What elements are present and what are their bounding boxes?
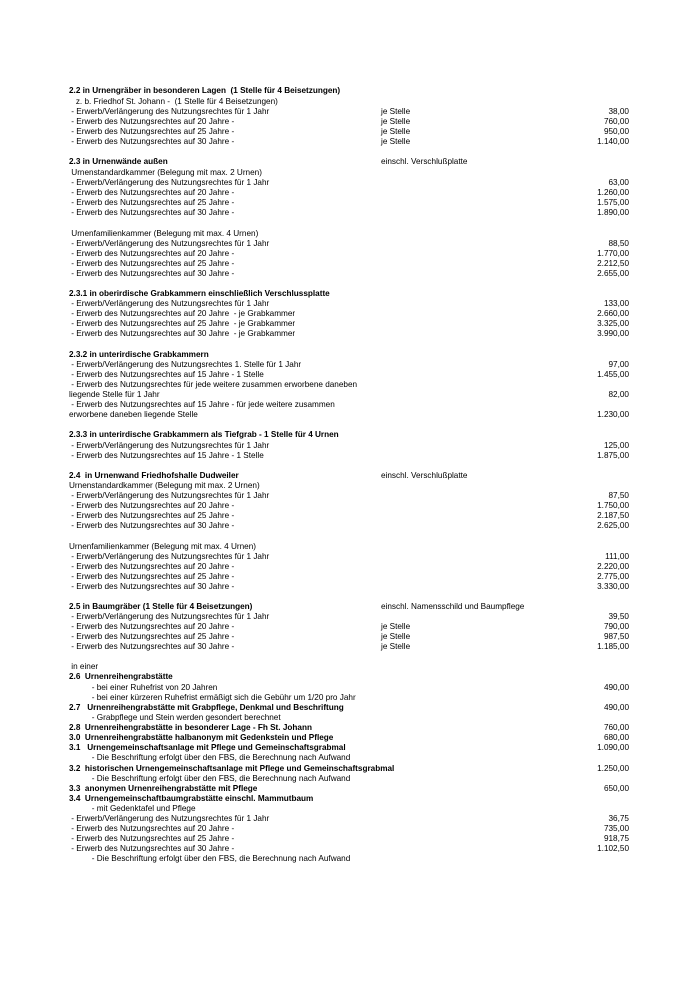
fee-amount: 2.625,00	[597, 521, 629, 530]
fee-amount: 1.102,50	[597, 844, 629, 853]
section-heading: 2.5 in Baumgräber (1 Stelle für 4 Beisetzungen)	[69, 602, 253, 611]
fee-note: je Stelle	[381, 622, 411, 631]
fee-amount: 760,00	[603, 117, 629, 126]
fee-amount: 735,00	[603, 824, 629, 833]
fee-note: je Stelle	[381, 137, 411, 146]
fee-note: je Stelle	[381, 642, 411, 651]
fee-description: - Erwerb des Nutzungsrechtes auf 20 Jahre -	[69, 117, 235, 126]
fee-row	[0, 671, 700, 682]
fee-description: liegende Stelle für 1 Jahr	[69, 390, 160, 399]
fee-amount: 1.875,00	[597, 451, 629, 460]
fee-description: - Erwerb des Nutzungsrechtes auf 25 Jahre -	[69, 572, 235, 581]
fee-amount: 2.212,50	[597, 259, 629, 268]
fee-row	[0, 328, 700, 339]
fee-amount: 1.575,00	[597, 198, 629, 207]
fee-description: - Erwerb des Nutzungsrechtes auf 20 Jahre -	[69, 188, 235, 197]
fee-amount: 1.260,00	[597, 188, 629, 197]
fee-amount: 3.330,00	[597, 582, 629, 591]
fee-description: - bei einer Ruhefrist von 20 Jahren	[69, 683, 218, 692]
section-heading: 2.3.1 in oberirdische Grabkammern einschließlich Verschlussplatte	[69, 289, 330, 298]
fee-note: je Stelle	[381, 632, 411, 641]
fee-amount: 918,75	[603, 834, 629, 843]
fee-note: einschl. Verschlußplatte	[381, 157, 468, 166]
fee-note: je Stelle	[381, 107, 411, 116]
fee-description: - Erwerb des Nutzungsrechtes auf 15 Jahre - für jede weitere zusammen	[69, 400, 335, 409]
fee-amount: 1.890,00	[597, 208, 629, 217]
fee-description: erworbene daneben liegende Stelle	[69, 410, 198, 419]
fee-note: je Stelle	[381, 117, 411, 126]
fee-description: - Erwerb/Verlängerung des Nutzungsrechtes für 1 Jahr	[69, 178, 270, 187]
fee-description: - Erwerb des Nutzungsrechtes auf 30 Jahre -	[69, 521, 235, 530]
fee-description: - Erwerb des Nutzungsrechtes auf 30 Jahre -	[69, 844, 235, 853]
fee-description: Urnenfamilienkammer (Belegung mit max. 4 Urnen)	[69, 229, 259, 238]
fee-description: - Erwerb/Verlängerung des Nutzungsrechtes für 1 Jahr	[69, 612, 270, 621]
section-heading: 3.1 Urnengemeinschaftsanlage mit Pflege und Gemeinschaftsgrabmal	[69, 743, 346, 752]
section-heading: 2.2 in Urnengräber in besonderen Lagen (1 Stelle für 4 Beisetzungen)	[69, 86, 341, 95]
fee-amount: 3.325,00	[597, 319, 629, 328]
fee-row	[0, 429, 700, 440]
fee-description: - Erwerb des Nutzungsrechtes auf 30 Jahre -	[69, 269, 235, 278]
fee-amount: 1.250,00	[597, 764, 629, 773]
fee-amount: 97,00	[608, 360, 629, 369]
fee-description: Urnenstandardkammer (Belegung mit max. 2 Urnen)	[69, 481, 260, 490]
fee-amount: 1.140,00	[597, 137, 629, 146]
fee-row	[0, 156, 700, 167]
fee-description: - Erwerb des Nutzungsrechtes auf 25 Jahre -	[69, 198, 235, 207]
fee-description: - Erwerb des Nutzungsrechtes auf 20 Jahre - je Grabkammer	[69, 309, 296, 318]
fee-description: - Erwerb des Nutzungsrechtes auf 20 Jahre -	[69, 562, 235, 571]
fee-row	[0, 581, 700, 592]
fee-description: - Erwerb des Nutzungsrechtes für jede weitere zusammen erworbene daneben	[69, 380, 358, 389]
section-heading: 2.6 Urnenreihengrabstätte	[69, 672, 173, 681]
fee-description: - Erwerb/Verlängerung des Nutzungsrechtes für 1 Jahr	[69, 107, 270, 116]
fee-description: Urnenfamilienkammer (Belegung mit max. 4 Urnen)	[69, 542, 257, 551]
fee-description: - Erwerb des Nutzungsrechtes auf 30 Jahre -	[69, 208, 235, 217]
fee-amount: 2.660,00	[597, 309, 629, 318]
section-heading: 2.4 in Urnenwand Friedhofshalle Dudweiler	[69, 471, 239, 480]
fee-description: - Erwerb des Nutzungsrechtes auf 20 Jahre -	[69, 824, 235, 833]
fee-amount: 1.455,00	[597, 370, 629, 379]
fee-description: - Die Beschriftung erfolgt über den FBS, die Berechnung nach Aufwand	[69, 774, 351, 783]
fee-description: Urnenstandardkammer (Belegung mit max. 2 Urnen)	[69, 168, 262, 177]
fee-row	[0, 207, 700, 218]
fee-description: - Erwerb des Nutzungsrechtes auf 30 Jahre -	[69, 137, 235, 146]
fee-amount: 950,00	[603, 127, 629, 136]
fee-description: - Erwerb des Nutzungsrechtes auf 25 Jahre -	[69, 259, 235, 268]
fee-amount: 790,00	[603, 622, 629, 631]
fee-description: - Erwerb/Verlängerung des Nutzungsrechtes für 1 Jahr	[69, 441, 270, 450]
fee-row	[0, 136, 700, 147]
fee-amount: 987,50	[603, 632, 629, 641]
fee-description: - Erwerb/Verlängerung des Nutzungsrechtes für 1 Jahr	[69, 299, 270, 308]
fee-note: je Stelle	[381, 127, 411, 136]
fee-description: - mit Gedenktafel und Pflege	[69, 804, 196, 813]
fee-amount: 63,00	[608, 178, 629, 187]
section-heading: 3.2 historischen Urnengemeinschaftsanlage mit Pflege und Gemeinschaftsgrabmal	[69, 764, 395, 773]
fee-row	[0, 85, 700, 96]
fee-amount: 490,00	[603, 683, 629, 692]
fee-description: - Erwerb des Nutzungsrechtes auf 30 Jahre - je Grabkammer	[69, 329, 296, 338]
fee-row	[0, 752, 700, 763]
fee-description: - Erwerb des Nutzungsrechtes auf 30 Jahre -	[69, 642, 235, 651]
section-heading: 2.8 Urnenreihengrabstätte in besonderer Lage - Fh St. Johann	[69, 723, 312, 732]
fee-description: - Erwerb/Verlängerung des Nutzungsrechtes für 1 Jahr	[69, 239, 270, 248]
fee-description: in einer	[69, 662, 99, 671]
fee-amount: 490,00	[603, 703, 629, 712]
fee-row	[0, 450, 700, 461]
fee-description: - Erwerb des Nutzungsrechtes auf 20 Jahre -	[69, 249, 235, 258]
fee-description: - Erwerb des Nutzungsrechtes auf 25 Jahre -	[69, 127, 235, 136]
fee-description: - Erwerb des Nutzungsrechtes auf 25 Jahre -	[69, 632, 235, 641]
fee-amount: 650,00	[603, 784, 629, 793]
fee-description: - Grabpflege und Stein werden gesondert berechnet	[69, 713, 281, 722]
section-heading: 2.7 Urnenreihengrabstätte mit Grabpflege, Denkmal und Beschriftung	[69, 703, 344, 712]
fee-description: z. b. Friedhof St. Johann - (1 Stelle für 4 Beisetzungen)	[69, 97, 278, 106]
fee-description: - Erwerb des Nutzungsrechtes auf 25 Jahre - je Grabkammer	[69, 319, 296, 328]
fee-amount: 39,50	[608, 612, 629, 621]
fee-row	[0, 409, 700, 420]
fee-amount: 2.775,00	[597, 572, 629, 581]
fee-amount: 111,00	[605, 552, 629, 561]
fee-amount: 680,00	[603, 733, 629, 742]
fee-amount: 38,00	[608, 107, 629, 116]
section-heading: 2.3.2 in unterirdische Grabkammern	[69, 350, 209, 359]
fee-amount: 1.090,00	[597, 743, 629, 752]
fee-row	[0, 853, 700, 864]
fee-note: einschl. Namensschild und Baumpflege	[381, 602, 525, 611]
fee-amount: 125,00	[603, 441, 629, 450]
section-heading: 3.0 Urnenreihengrabstätte halbanonym mit Gedenkstein und Pflege	[69, 733, 334, 742]
fee-description: - Erwerb des Nutzungsrechtes auf 15 Jahre - 1 Stelle	[69, 370, 264, 379]
fee-note: einschl. Verschlußplatte	[381, 471, 468, 480]
section-heading: 2.3 in Urnenwände außen	[69, 157, 168, 166]
fee-description: - Erwerb des Nutzungsrechtes auf 25 Jahre -	[69, 511, 235, 520]
fee-amount: 2.655,00	[597, 269, 629, 278]
fee-amount: 88,50	[608, 239, 629, 248]
fee-amount: 36,75	[608, 814, 629, 823]
fee-amount: 1.750,00	[597, 501, 629, 510]
fee-amount: 1.770,00	[597, 249, 629, 258]
fee-amount: 1.185,00	[597, 642, 629, 651]
fee-description: - Erwerb des Nutzungsrechtes auf 25 Jahre -	[69, 834, 235, 843]
fee-description: - bei einer kürzeren Ruhefrist ermäßigt sich die Gebühr um 1/20 pro Jahr	[69, 693, 356, 702]
fee-description: - Erwerb/Verlängerung des Nutzungsrechtes für 1 Jahr	[69, 491, 270, 500]
fee-amount: 2.187,50	[597, 511, 629, 520]
fee-description: - Erwerb des Nutzungsrechtes auf 15 Jahre - 1 Stelle	[69, 451, 264, 460]
fee-amount: 133,00	[603, 299, 629, 308]
fee-row	[0, 520, 700, 531]
fee-description: - Erwerb des Nutzungsrechtes auf 30 Jahre -	[69, 582, 235, 591]
section-heading: 3.4 Urnengemeinschaftbaumgrabstätte einschl. Mammutbaum	[69, 794, 314, 803]
fee-description: - Die Beschriftung erfolgt über den FBS, die Berechnung nach Aufwand	[69, 753, 351, 762]
fee-amount: 82,00	[608, 390, 629, 399]
fee-amount: 3.990,00	[597, 329, 629, 338]
fee-description: - Erwerb/Verlängerung des Nutzungsrechtes für 1 Jahr	[69, 552, 270, 561]
fee-row	[0, 268, 700, 279]
fee-description: - Erwerb des Nutzungsrechtes auf 20 Jahre -	[69, 501, 235, 510]
fee-amount: 87,50	[608, 491, 629, 500]
fee-row	[0, 641, 700, 652]
fee-description: - Erwerb/Verlängerung des Nutzungsrechtes 1. Stelle für 1 Jahr	[69, 360, 302, 369]
fee-amount: 760,00	[603, 723, 629, 732]
fee-amount: 2.220,00	[597, 562, 629, 571]
section-heading: 2.3.3 in unterirdische Grabkammern als Tiefgrab - 1 Stelle für 4 Urnen	[69, 430, 339, 439]
fee-description: - Erwerb/Verlängerung des Nutzungsrechtes für 1 Jahr	[69, 814, 270, 823]
fee-description: - Die Beschriftung erfolgt über den FBS, die Berechnung nach Aufwand	[69, 854, 351, 863]
fee-description: - Erwerb des Nutzungsrechtes auf 20 Jahre -	[69, 622, 235, 631]
section-heading: 3.3 anonymen Urnenreihengrabstätte mit Pflege	[69, 784, 258, 793]
fee-amount: 1.230,00	[597, 410, 629, 419]
